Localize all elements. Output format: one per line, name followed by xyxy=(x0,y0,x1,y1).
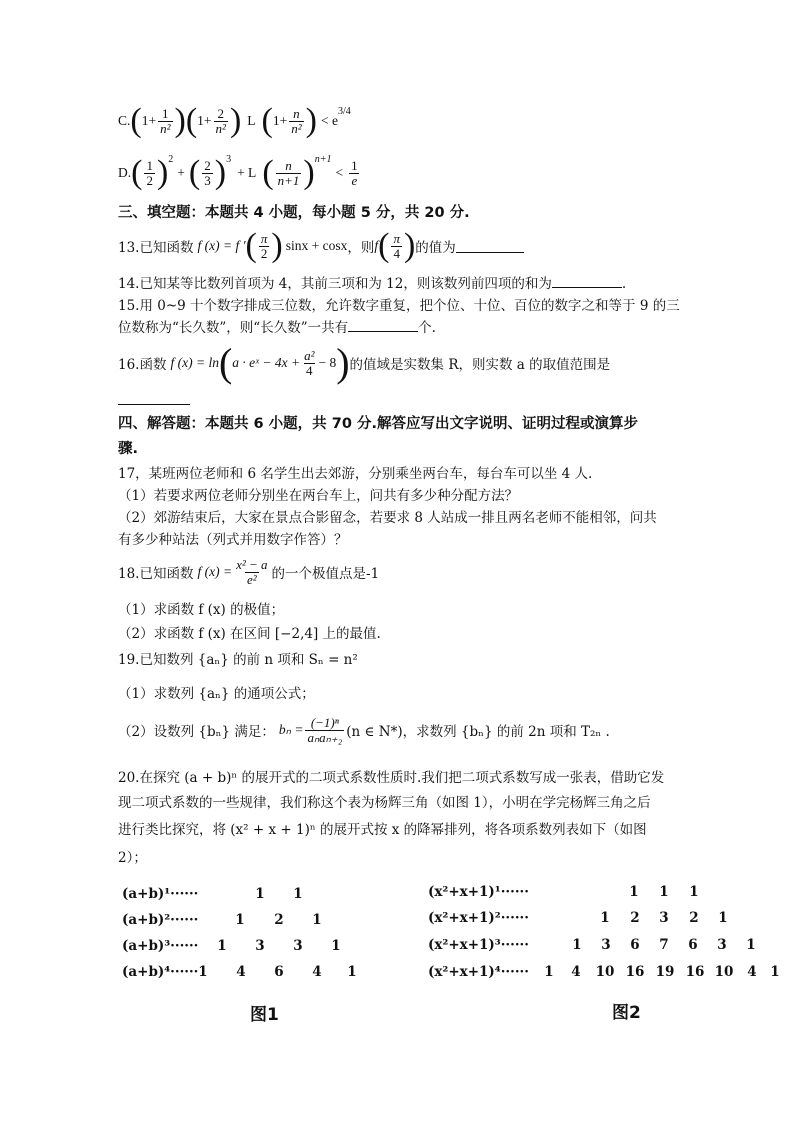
question-13: 13.已知函数 f (x) = f ′ ( $\frac{\pi}{2}$ ) sinx + cosx ，则 f ( $\frac{\pi}{4}$ ) 的值为 xyxy=(118,226,524,266)
fig1-row-2-num: 1 xyxy=(312,912,322,928)
q13-function: f (x) = f ′ xyxy=(197,238,246,253)
option-c-frac-1: $\frac{1}{\text{n²}}$ xyxy=(160,105,171,136)
fig2-row-3-num: 3 xyxy=(601,937,611,953)
question-17-part-1: （1）若要求两位老师分别坐在两台车上，问共有多少种分配方法？ xyxy=(118,488,519,504)
fig2-row-4-num: 10 xyxy=(714,964,734,980)
option-d-frac-r: $\frac{1}{e}$ xyxy=(351,157,358,188)
fig2-row-3-num: 1 xyxy=(746,937,756,953)
figure-2-trinomial-triangle xyxy=(428,880,790,990)
fig2-row-3-num: 6 xyxy=(630,937,640,953)
question-17-part-2-line-2: 有多少种站法（列式并用数字作答）？ xyxy=(118,532,348,548)
option-d-label: D. xyxy=(118,165,132,180)
fig1-row-4-num: 4 xyxy=(312,964,322,980)
section-4-title-line-2: 骤. xyxy=(118,441,139,457)
option-d-rhs: < xyxy=(335,165,344,180)
option-d-exp-2: 3 xyxy=(226,153,232,165)
fig1-row-2-num: 1 xyxy=(235,912,245,928)
fig1-row-1-label: (a+b)¹······ xyxy=(122,886,199,902)
fig1-row-1-num: 1 xyxy=(255,886,265,902)
question-19-stem: 19.已知数列 {aₙ} 的前 n 项和 Sₙ = n² xyxy=(118,652,358,668)
option-c-dots: L xyxy=(247,113,256,128)
fig1-row-3-label: (a+b)³······ xyxy=(122,938,199,954)
question-20-line-1: 20.在探究 (a + b)ⁿ 的展开式的二项式系数性质时.我们把二项式系数写成一张表，借助它发 xyxy=(118,770,665,786)
figure-2-caption: 图2 xyxy=(612,1003,641,1023)
option-c-one-n: 1+ xyxy=(272,113,288,128)
question-15-line-1: 15.用 0~9 十个数字排成三位数，允许数字重复，把个位、十位、百位的数字之和等于 9 的三 xyxy=(118,298,680,314)
fig2-row-1-num: 1 xyxy=(659,884,669,900)
option-d-frac-2: $\frac{2}{3}$ xyxy=(204,157,211,188)
q13-frac-pi-2: $\frac{\pi}{2}$ xyxy=(260,230,268,261)
fig1-row-4-num: 1 xyxy=(198,964,208,980)
question-17-stem: 17，某班两位老师和 6 名学生出去郊游，分别乘坐两台车，每台车可以坐 4 人. xyxy=(118,466,593,482)
fig2-row-2-num: 1 xyxy=(600,910,610,926)
section-4-title-line-1: 四、解答题：本题共 6 小题，共 70 分.解答应写出文字说明、证明过程或演算步 xyxy=(118,416,638,432)
fig2-row-2-num: 1 xyxy=(718,910,728,926)
q13-trig: sinx + cosx xyxy=(285,238,348,253)
option-c-frac-n: $\frac{n}{\text{n²}}$ xyxy=(291,105,302,136)
option-d-exp-n: n+1 xyxy=(314,153,332,165)
fig2-row-2-num: 2 xyxy=(689,910,699,926)
q13-answer-blank[interactable] xyxy=(456,240,524,253)
question-19-part-2: （2）设数列 {bₙ} 满足： bₙ = $\frac{\text{(−1)ⁿ}}{\text{aₙaₙ₊₂}}$ (n ∈ N*)，求数列 {bₙ} 的前 2n 项和 T₂ₙ . xyxy=(118,714,610,745)
fig2-row-3-num: 1 xyxy=(572,937,582,953)
fig2-row-4-num: 10 xyxy=(595,964,615,980)
option-c-frac-2: $\frac{2}{\text{n²}}$ xyxy=(215,105,226,136)
fig2-row-4-num: 1 xyxy=(770,964,780,980)
fig2-row-1-num: 1 xyxy=(689,884,699,900)
option-d-dots: + L xyxy=(237,165,257,180)
section-3-title: 三、填空题：本题共 4 小题，每小题 5 分，共 20 分. xyxy=(118,205,470,221)
fig2-row-1-label: (x²+x+1)¹······ xyxy=(428,884,529,900)
fig2-row-4-num: 16 xyxy=(625,964,645,980)
fig2-row-2-num: 3 xyxy=(659,910,669,926)
option-d-frac-1: $\frac{1}{2}$ xyxy=(146,157,153,188)
fig1-row-2-label: (a+b)²······ xyxy=(122,912,199,928)
fig2-row-4-num: 1 xyxy=(544,964,554,980)
fig2-row-2-label: (x²+x+1)²······ xyxy=(428,910,529,926)
question-19-part-1: （1）求数列 {aₙ} 的通项公式； xyxy=(118,686,315,702)
question-18-part-1: （1）求函数 f (x) 的极值； xyxy=(118,602,285,618)
fig1-row-3-num: 1 xyxy=(217,938,227,954)
fig2-row-4-num: 16 xyxy=(685,964,705,980)
question-20-line-3: 进行类比探究，将 (x² + x + 1)ⁿ 的展开式按 x 的降幂排列，将各项系数列表如下（如图 xyxy=(118,822,647,838)
option-c-one-1: 1+ xyxy=(141,113,157,128)
fig1-row-1-num: 1 xyxy=(293,886,303,902)
fig1-row-4-num: 1 xyxy=(347,964,357,980)
figure-1-yang-hui-triangle xyxy=(122,880,362,990)
fig1-row-3-num: 3 xyxy=(293,938,303,954)
question-17-part-2-line-1: （2）郊游结束后，大家在景点合影留念，若要求 8 人站成一排且两名老师不能相邻，问共 xyxy=(118,510,657,526)
question-20-line-4: 2）； xyxy=(118,850,147,866)
figure-1-caption: 图1 xyxy=(250,1005,279,1025)
fig1-row-4-num: 4 xyxy=(236,964,246,980)
q14-answer-blank[interactable] xyxy=(552,275,622,288)
question-20-line-2: 现二项式系数的一些规律，我们称这个表为杨辉三角（如图 1），小明在学完杨辉三角之后 xyxy=(118,795,651,811)
q16-function: f (x) = ln xyxy=(170,355,219,370)
option-c-rhs: < e xyxy=(320,113,338,128)
q13-frac-pi-4: $\frac{\pi}{4}$ xyxy=(393,230,400,261)
question-16: 16.函数 f (x) = ln ( a · eˣ − 4x + $\frac{\text{a²}}{4}$ − 8 ) 的值域是实数集 R，则实数 a 的取值范围是 xyxy=(118,340,611,385)
fig2-row-4-num: 19 xyxy=(655,964,675,980)
fig1-row-2-num: 2 xyxy=(274,912,284,928)
fig1-row-3-num: 1 xyxy=(331,938,341,954)
fig2-row-4-label: (x²+x+1)⁴······ xyxy=(428,964,529,980)
fig1-row-4-num: 6 xyxy=(274,964,284,980)
option-d: D. ( $\frac{1}{2}$ ) $^2$ + ( $\frac{2}{3}$ ) $^3$ + L ( $\frac{n}{n+1}$ ) $^{n+1}$ < $\frac{1}{e}$ xyxy=(118,153,358,191)
fig1-row-4-label: (a+b)⁴······ xyxy=(122,964,199,980)
question-15-line-2: 位数称为“长久数”，则“长久数”一共有 个. xyxy=(118,320,436,336)
q16-frac: $\frac{\text{a²}}{4}$ xyxy=(304,347,315,378)
fig2-row-3-label: (x²+x+1)³······ xyxy=(428,937,529,953)
fig2-row-3-num: 6 xyxy=(688,937,698,953)
fig2-row-2-num: 2 xyxy=(630,910,640,926)
fig2-row-3-num: 3 xyxy=(717,937,727,953)
option-c-one-2: 1+ xyxy=(197,113,212,128)
fig2-row-4-num: 4 xyxy=(747,964,757,980)
fig2-row-1-num: 1 xyxy=(629,884,639,900)
q19-frac: $\frac{\text{(−1)ⁿ}}{\text{aₙaₙ₊₂}}$ xyxy=(307,714,343,745)
question-14: 14.已知某等比数列首项为 4，其前三项和为 12，则该数列前四项的和为 . xyxy=(118,276,627,292)
q18-frac: $\frac{\text{x² − a}}{\text{e²}}$ xyxy=(236,556,268,587)
option-c: C. ( 1+ $\frac{1}{\text{n²}}$ )( 1+ $\frac{2}{\text{n²}}$ ) L ( 1+ $\frac{n}{\text{n²}}$ ) < e $^{3/4}$ xyxy=(118,102,351,139)
option-d-exp-1: 2 xyxy=(168,153,174,165)
fig2-row-4-num: 4 xyxy=(571,964,581,980)
fig1-row-3-num: 3 xyxy=(255,938,265,954)
fig2-row-3-num: 7 xyxy=(659,937,669,953)
option-c-label: C. xyxy=(118,113,131,128)
option-d-frac-n: $\frac{n}{n+1}$ xyxy=(277,157,300,188)
question-18-stem: 18.已知函数 f (x) = $\frac{\text{x² − a}}{\text{e²}}$ 的一个极值点是-1 xyxy=(118,556,380,587)
question-18-part-2: （2）求函数 f (x) 在区间 [−2,4] 上的最值. xyxy=(118,626,381,642)
q16-answer-blank[interactable] xyxy=(118,404,190,405)
option-c-exponent: 3/4 xyxy=(337,105,351,117)
option-d-plus: + xyxy=(177,165,185,180)
q15-answer-blank[interactable] xyxy=(348,319,418,332)
